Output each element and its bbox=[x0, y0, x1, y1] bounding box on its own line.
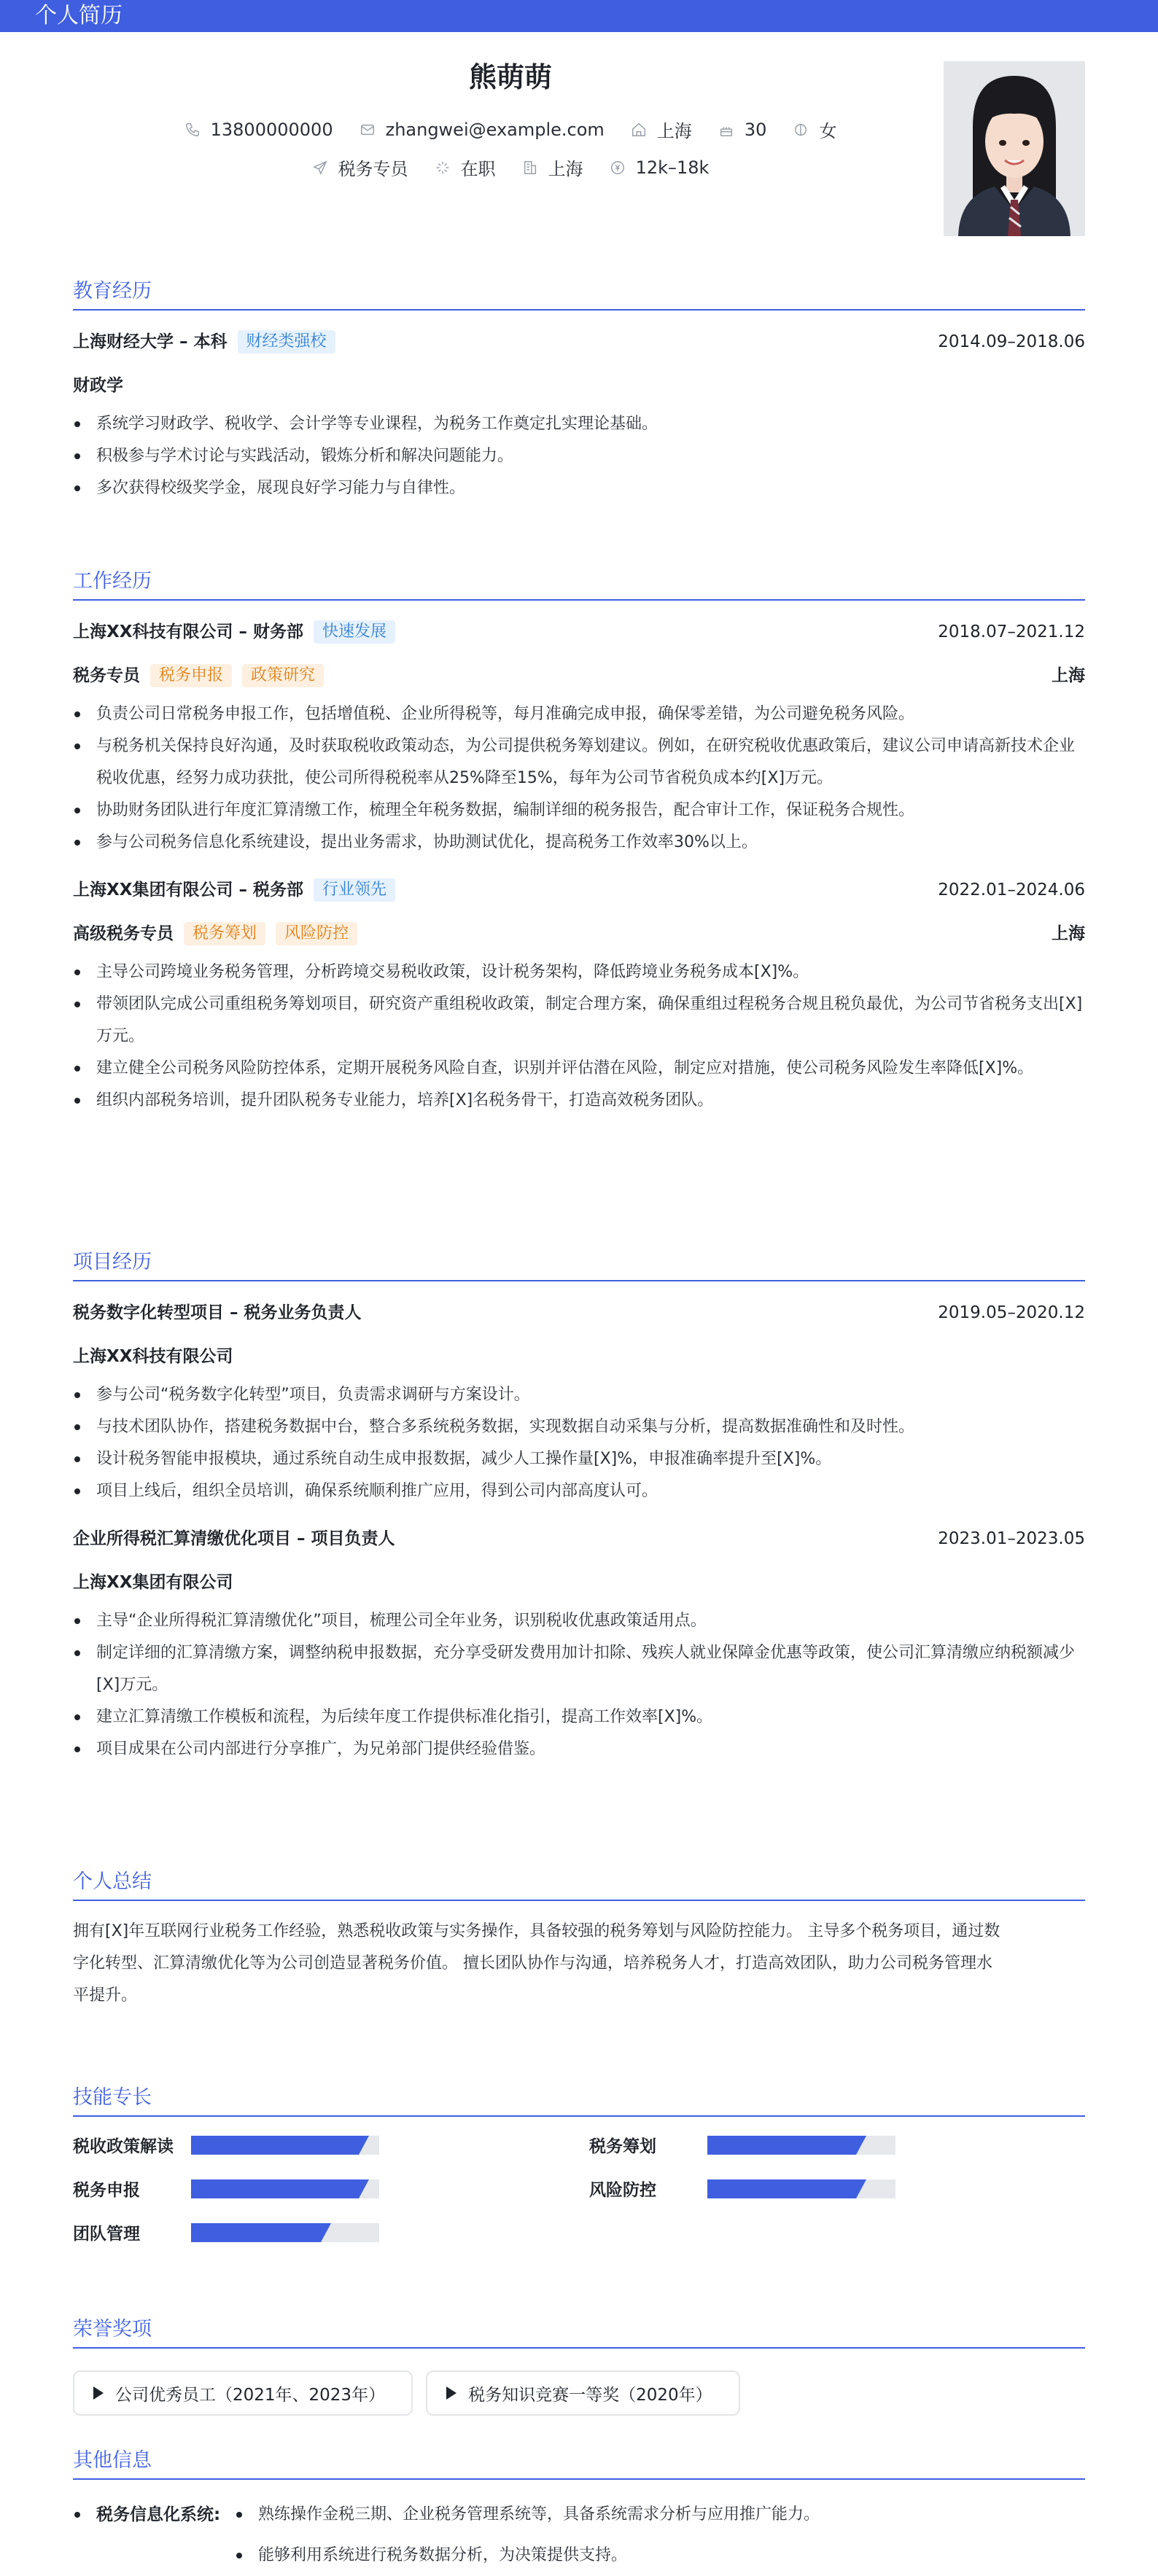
skill-item bbox=[73, 2177, 379, 2201]
top-bar bbox=[0, 0, 1158, 32]
skill-bar-fill bbox=[707, 2136, 856, 2155]
email-item bbox=[360, 120, 605, 140]
section-title-skills: 技能专长 bbox=[73, 2085, 1085, 2117]
caret-right-icon bbox=[446, 2386, 456, 2400]
project-bullets bbox=[73, 1605, 1085, 1765]
job-intent-row bbox=[73, 155, 948, 180]
other-section bbox=[73, 2448, 1085, 2564]
email-text: zhangwei@example.com bbox=[385, 119, 605, 140]
project-date: 2023.01–2023.05 bbox=[938, 1529, 1085, 1548]
honors-list bbox=[73, 2370, 1085, 2416]
list-item: 项目成果在公司内部进行分享推广，为兄弟部门提供经验借鉴。 bbox=[73, 1733, 1085, 1765]
caret-right-icon bbox=[93, 2386, 104, 2400]
project-name: 企业所得税汇算清缴优化项目 – 项目负责人 bbox=[73, 1529, 395, 1548]
mail-icon bbox=[360, 122, 376, 138]
skill-bar-fill bbox=[191, 2136, 359, 2155]
gender-item bbox=[793, 117, 836, 142]
skill-bar bbox=[707, 2179, 895, 2198]
project-bullets bbox=[73, 1379, 1085, 1507]
work-city: 上海 bbox=[1052, 924, 1085, 943]
summary-section bbox=[73, 1869, 1085, 2012]
education-section bbox=[73, 278, 1085, 504]
company-name: 上海XX科技有限公司 – 财务部 bbox=[73, 622, 303, 641]
list-item: 参与公司税务信息化系统建设，提出业务需求，协助测试优化，提高税务工作效率30%以上。 bbox=[73, 827, 1085, 859]
gender-icon bbox=[793, 122, 809, 138]
list-item: 建立健全公司税务风险防控体系，定期开展税务风险自查，识别并评估潜在风险，制定应对措施，使公司税务风险发生率降低[X]%。 bbox=[73, 1053, 1085, 1085]
list-item: 熟练操作金税三期、企业税务管理系统等，具备系统需求分析与应用推广能力。 bbox=[235, 2494, 1081, 2535]
school-name: 上海财经大学 – 本科 bbox=[73, 332, 228, 351]
skill-bar-fill bbox=[191, 2179, 359, 2198]
work-entry-head bbox=[73, 620, 1085, 644]
resume-page bbox=[73, 61, 1085, 2564]
list-item: 主导公司跨境业务税务管理，分析跨境交易税收政策，设计税务架构，降低跨境业务税务成本[X]%。 bbox=[73, 956, 1085, 988]
section-title-education: 教育经历 bbox=[73, 278, 1085, 311]
education-entry-head bbox=[73, 329, 1085, 354]
building-icon bbox=[522, 160, 538, 176]
project-company bbox=[73, 1344, 1085, 1369]
cake-icon bbox=[718, 122, 734, 138]
avatar bbox=[944, 61, 1085, 236]
list-item: 组织内部税务培训，提升团队税务专业能力，培养[X]名税务骨干，打造高效税务团队。 bbox=[73, 1085, 1085, 1117]
list-item: 多次获得校级奖学金，展现良好学习能力与自律性。 bbox=[73, 472, 1085, 504]
project-date: 2019.05–2020.12 bbox=[938, 1303, 1085, 1322]
status-text: 在职 bbox=[460, 159, 496, 179]
honors-section bbox=[73, 2317, 1085, 2416]
skill-label: 税务筹划 bbox=[589, 2137, 656, 2156]
honor-text: 公司优秀员工（2021年、2023年） bbox=[115, 2385, 386, 2405]
summary-line: 字化转型、汇算清缴优化等为公司创造显著税务价值。 擅长团队协作与沟通，培养税务人才，打造高效团队，助力公司税务管理水 bbox=[73, 1954, 992, 1972]
gender-text: 女 bbox=[819, 121, 837, 141]
work-date: 2018.07–2021.12 bbox=[938, 622, 1085, 641]
role-tag: 税务申报 bbox=[150, 664, 232, 687]
projects-section bbox=[73, 1249, 1085, 1765]
education-date: 2014.09–2018.06 bbox=[938, 332, 1085, 351]
work-bullets bbox=[73, 698, 1085, 859]
city-text: 上海 bbox=[548, 159, 583, 179]
location-text: 上海 bbox=[656, 121, 692, 141]
list-item: 设计税务智能申报模块，通过系统自动生成申报数据，减少人工操作量[X]%，申报准确率提升至[X]%。 bbox=[73, 1443, 1085, 1475]
skill-item bbox=[589, 2177, 895, 2201]
project-company-text: 上海XX集团有限公司 bbox=[73, 1573, 233, 1592]
work-role-row bbox=[73, 921, 1085, 946]
section-title-summary: 个人总结 bbox=[73, 1869, 1085, 1901]
major bbox=[73, 373, 1085, 398]
salary-text: 12k–18k bbox=[635, 157, 710, 178]
other-key: 税务信息化系统: bbox=[73, 2494, 220, 2535]
list-item: 主导“企业所得税汇算清缴优化”项目，梳理公司全年业务，识别税收优惠政策适用点。 bbox=[73, 1605, 1085, 1637]
company-tag: 行业领先 bbox=[314, 878, 395, 902]
skill-bar bbox=[191, 2223, 379, 2242]
summary-line: 拥有[X]年互联网行业税务工作经验，熟悉税收政策与实务操作，具备较强的税务筹划与风险防控能力。 主导多个税务项目，通过数 bbox=[73, 1922, 1000, 1940]
candidate-name: 熊萌萌 bbox=[468, 61, 552, 93]
skill-label: 税务申报 bbox=[73, 2181, 140, 2200]
job-item bbox=[312, 155, 408, 180]
work-bullets bbox=[73, 956, 1085, 1117]
other-bullets bbox=[235, 2494, 1081, 2576]
list-item: 能够利用系统进行税务数据分析，为决策提供支持。 bbox=[235, 2535, 1081, 2576]
skill-bar bbox=[191, 2136, 379, 2155]
honor-item[interactable] bbox=[73, 2370, 413, 2416]
list-item: 与税务机关保持良好沟通，及时获取税收政策动态，为公司提供税务筹划建议。例如，在研究税收优惠政策后，建议公司申请高新技术企业税收优惠，经努力成功获批，使公司所得税税率从25%降至15%，每年为公司节省税负成本约[X]万元。 bbox=[73, 730, 1085, 795]
work-role-row bbox=[73, 663, 1085, 688]
honor-item[interactable] bbox=[426, 2370, 740, 2416]
list-item: 项目上线后，组织全员培训，确保系统顺利推广应用，得到公司内部高度认可。 bbox=[73, 1475, 1085, 1507]
section-title-projects: 项目经历 bbox=[73, 1249, 1085, 1281]
summary-text bbox=[73, 1916, 1085, 2012]
list-item: 与技术团队协作，搭建税务数据中台，整合多系统税务数据，实现数据自动采集与分析，提高数据准确性和及时性。 bbox=[73, 1411, 1085, 1443]
phone-item bbox=[184, 120, 333, 140]
work-city: 上海 bbox=[1052, 666, 1085, 685]
project-entry-head bbox=[73, 1300, 1085, 1325]
list-item: 系统学习财政学、税收学、会计学等专业课程，为税务工作奠定扎实理论基础。 bbox=[73, 408, 1085, 440]
project-entry-head bbox=[73, 1526, 1085, 1551]
list-item: 建立汇算清缴工作模板和流程，为后续年度工作提供标准化指引，提高工作效率[X]%。 bbox=[73, 1701, 1085, 1733]
role-tag: 政策研究 bbox=[242, 664, 324, 687]
list-item: 制定详细的汇算清缴方案，调整纳税申报数据，充分享受研发费用加计扣除、残疾人就业保障金优惠等政策，使公司汇算清缴应纳税额减少[X]万元。 bbox=[73, 1637, 1085, 1701]
salary-item bbox=[610, 157, 710, 178]
skill-bar-fill bbox=[191, 2223, 321, 2242]
company-name: 上海XX集团有限公司 – 税务部 bbox=[73, 881, 303, 899]
city-item bbox=[522, 155, 583, 180]
list-item: 参与公司“税务数字化转型”项目，负责需求调研与方案设计。 bbox=[73, 1379, 1085, 1411]
skill-item bbox=[73, 2133, 379, 2157]
project-company-text: 上海XX科技有限公司 bbox=[73, 1347, 233, 1366]
home-icon bbox=[631, 122, 647, 138]
send-icon bbox=[312, 160, 328, 176]
company-tag: 快速发展 bbox=[314, 620, 395, 644]
section-title-other: 其他信息 bbox=[73, 2448, 1085, 2480]
education-bullets bbox=[73, 408, 1085, 504]
section-title-honors: 荣誉奖项 bbox=[73, 2317, 1085, 2349]
list-item: 积极参与学术讨论与实践活动，锻炼分析和解决问题能力。 bbox=[73, 440, 1085, 472]
project-company bbox=[73, 1570, 1085, 1595]
phone-text: 13800000000 bbox=[210, 119, 333, 140]
section-title-work: 工作经历 bbox=[73, 569, 1085, 601]
skills-grid bbox=[73, 2133, 1085, 2264]
skill-item bbox=[589, 2133, 895, 2157]
money-icon bbox=[610, 160, 626, 176]
phone-icon bbox=[184, 122, 201, 138]
role-name: 税务专员 bbox=[73, 666, 140, 685]
skill-bar bbox=[707, 2136, 895, 2155]
age-text: 30 bbox=[744, 119, 767, 140]
status-item bbox=[435, 155, 496, 180]
role-tag: 风险防控 bbox=[276, 922, 357, 945]
resume-header bbox=[73, 61, 1085, 236]
contact-row bbox=[73, 117, 948, 142]
role-name: 高级税务专员 bbox=[73, 924, 174, 943]
loading-icon bbox=[435, 160, 451, 176]
role-tag: 税务筹划 bbox=[184, 922, 265, 945]
list-item: 协助财务团队进行年度汇算清缴工作，梳理全年税务数据，编制详细的税务报告，配合审计工作，保证税务合规性。 bbox=[73, 795, 1085, 827]
skills-section bbox=[73, 2085, 1085, 2264]
skill-item bbox=[73, 2220, 379, 2244]
location-item bbox=[631, 117, 692, 142]
skill-bar bbox=[191, 2179, 379, 2198]
school-tag: 财经类强校 bbox=[238, 330, 335, 354]
work-section bbox=[73, 569, 1085, 1117]
major-text: 财政学 bbox=[73, 376, 123, 395]
resume-title: 个人简历 bbox=[35, 3, 123, 28]
honor-text: 税务知识竞赛一等奖（2020年） bbox=[468, 2385, 712, 2405]
work-entry-head bbox=[73, 878, 1085, 902]
job-text: 税务专员 bbox=[338, 159, 408, 179]
skill-label: 风险防控 bbox=[589, 2181, 656, 2200]
skill-bar-fill bbox=[707, 2179, 856, 2198]
list-item: 负责公司日常税务申报工作，包括增值税、企业所得税等，每月准确完成申报，确保零差错，为公司避免税务风险。 bbox=[73, 698, 1085, 730]
skill-label: 团队管理 bbox=[73, 2225, 140, 2244]
summary-line: 平提升。 bbox=[73, 1986, 138, 2005]
work-date: 2022.01–2024.06 bbox=[938, 881, 1085, 899]
skill-label: 税收政策解读 bbox=[73, 2137, 174, 2156]
age-item bbox=[718, 120, 767, 140]
project-name: 税务数字化转型项目 – 税务业务负责人 bbox=[73, 1303, 362, 1322]
list-item: 带领团队完成公司重组税务筹划项目，研究资产重组税收政策，制定合理方案，确保重组过程税务合规且税负最优，为公司节省税务支出[X]万元。 bbox=[73, 988, 1085, 1053]
